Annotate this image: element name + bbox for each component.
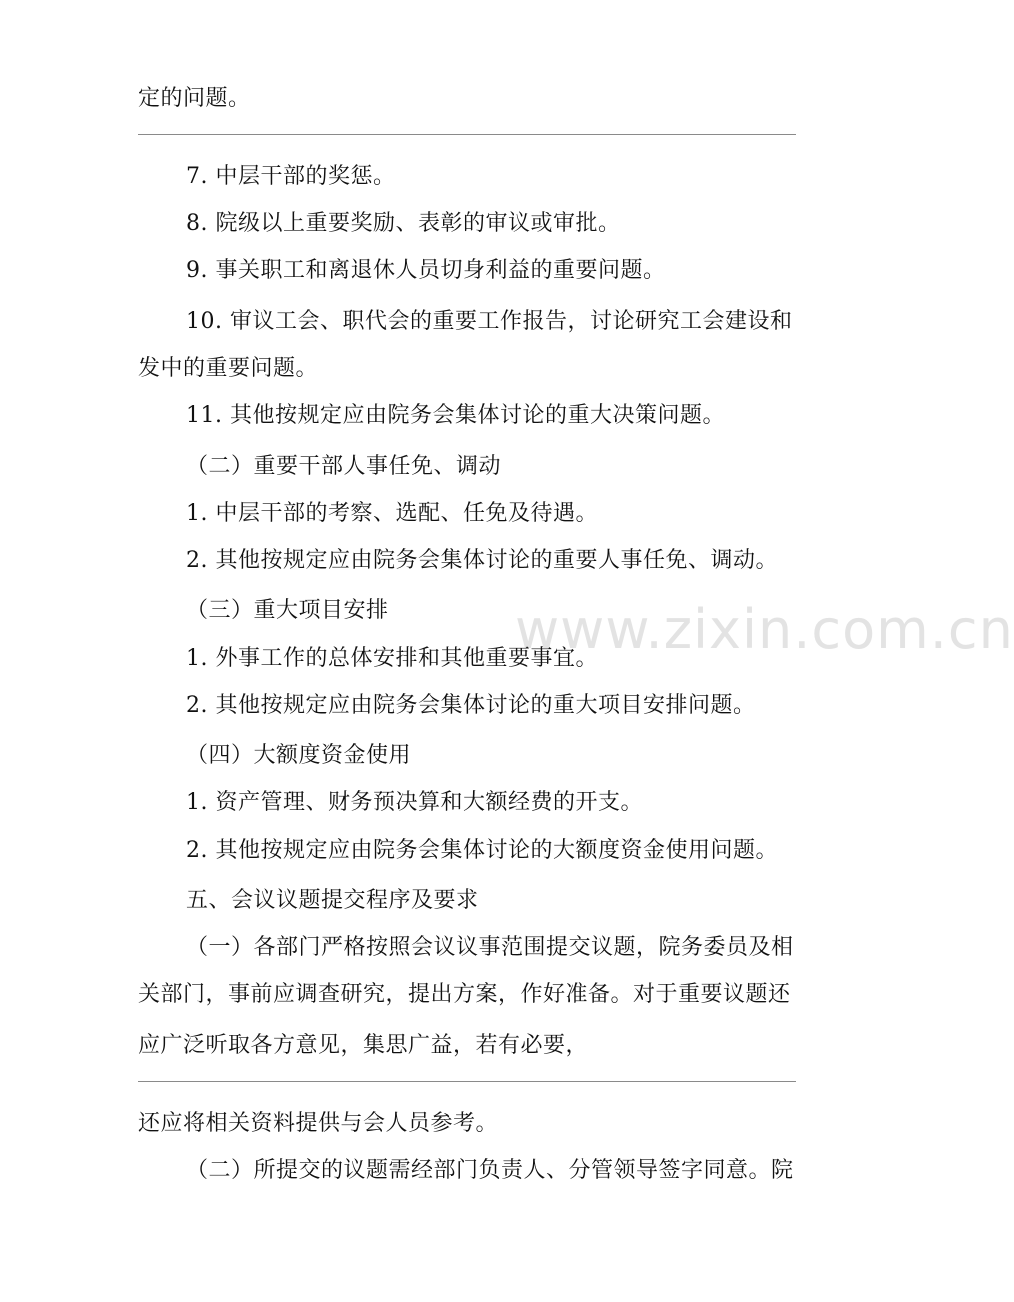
text-line-2: 7. 中层干部的奖惩。 <box>186 164 396 189</box>
section-heading-4: （四）大额度资金使用 <box>186 743 412 768</box>
watermark-text: www.zixin.com.cn <box>515 598 1014 661</box>
text-line-19: 关部门，事前应调查研究，提出方案，作好准备。对于重要议题还 <box>138 982 791 1007</box>
page-break-rule-bottom <box>138 1081 796 1082</box>
section-heading-2: （二）重要干部人事任免、调动 <box>186 454 502 479</box>
page-break-rule-top <box>138 134 796 135</box>
text-line-1: 定的问题。 <box>138 86 251 111</box>
text-line-3: 8. 院级以上重要奖励、表彰的审议或审批。 <box>186 211 621 236</box>
text-line-5: 10. 审议工会、职代会的重要工作报告，讨论研究工会建设和 <box>186 309 793 334</box>
text-line-12: 1. 外事工作的总体安排和其他重要事宜。 <box>186 646 598 671</box>
text-line-21: 还应将相关资料提供与会人员参考。 <box>138 1111 499 1136</box>
text-line-18: （一）各部门严格按照会议议事范围提交议题，院务委员及相 <box>186 935 794 960</box>
section-heading-3: （三）重大项目安排 <box>186 598 389 623</box>
text-line-4: 9. 事关职工和离退休人员切身利益的重要问题。 <box>186 258 666 283</box>
text-line-9: 1. 中层干部的考察、选配、任免及待遇。 <box>186 501 598 526</box>
text-line-16: 2. 其他按规定应由院务会集体讨论的大额度资金使用问题。 <box>186 838 778 863</box>
text-line-6: 发中的重要问题。 <box>138 356 319 381</box>
section-heading-5: 五、会议议题提交程序及要求 <box>186 888 479 913</box>
text-line-13: 2. 其他按规定应由院务会集体讨论的重大项目安排问题。 <box>186 693 756 718</box>
text-line-22: （二）所提交的议题需经部门负责人、分管领导签字同意。院 <box>186 1158 794 1183</box>
text-line-20: 应广泛听取各方意见，集思广益，若有必要， <box>138 1033 589 1058</box>
text-line-7: 11. 其他按规定应由院务会集体讨论的重大决策问题。 <box>186 403 725 428</box>
text-line-10: 2. 其他按规定应由院务会集体讨论的重要人事任免、调动。 <box>186 548 778 573</box>
text-line-15: 1. 资产管理、财务预决算和大额经费的开支。 <box>186 790 643 815</box>
